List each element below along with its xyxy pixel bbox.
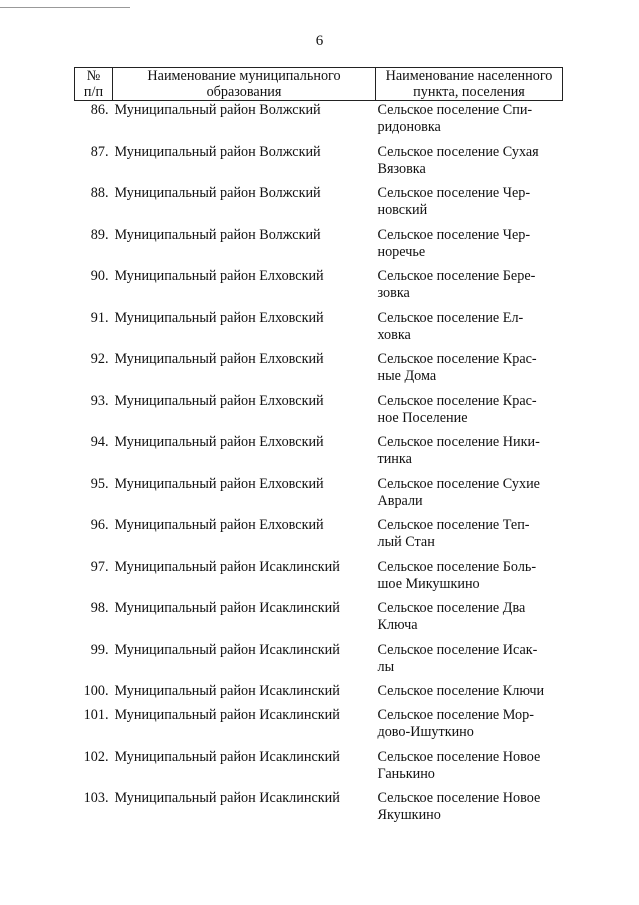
table-row [75,600,563,642]
row-settlement-line: Сельское поселение Спи- [377,102,533,118]
row-municipality: Муниципальный район Исаклинский [114,641,340,658]
table-row [75,683,563,707]
settlements-table [74,67,563,832]
row-settlement [376,600,563,642]
row-settlement [376,144,563,186]
row-settlement-line: Сельское поселение Бере- [377,268,536,284]
row-settlement [376,351,563,393]
row-settlement-line: лы [377,658,395,675]
row-settlement [376,227,563,269]
row-municipality: Муниципальный район Исаклинский [114,748,340,765]
row-number: 91. [90,309,109,326]
row-settlement-line: Сельское поселение Новое [377,790,541,806]
row-settlement-line: ные Дома [377,368,437,384]
row-number: 103. [83,790,109,806]
row-municipality: Муниципальный район Волжский [114,185,321,201]
row-settlement-line: норечье [377,243,426,260]
table-row [75,517,563,559]
table-row [75,310,563,352]
row-number: 101. [83,707,109,723]
header-number [75,68,113,101]
row-number: 90. [90,268,109,284]
row-settlement-line: тинка [377,451,412,467]
row-settlement-line: Сельское поселение Мор- [377,707,534,723]
page-number: 6 [315,33,324,49]
settlements-table-container [74,67,562,832]
row-number: 87. [90,143,109,160]
row-settlement-line: Сельское поселение Ел- [377,309,524,326]
scan-edge-line [0,7,130,8]
table-row [75,227,563,269]
header-number-line: № [86,68,101,84]
row-municipality: Муниципальный район Волжский [114,102,321,118]
row-settlement [376,707,563,749]
table-row [75,101,563,144]
table-row [75,185,563,227]
row-number: 100. [83,683,109,699]
header-municipality-line: Наименование муниципального [147,68,341,84]
row-settlement [376,749,563,791]
header-settlement-line: пункта, поселения [413,84,525,100]
row-municipality: Муниципальный район Волжский [114,226,321,243]
row-settlement-line: Сельское поселение Чер- [377,226,531,243]
row-municipality: Муниципальный район Исаклинский [114,790,340,806]
row-municipality: Муниципальный район Елховский [114,351,324,367]
table-header-row [75,68,563,101]
row-municipality: Муниципальный район Елховский [114,392,324,409]
table-row [75,434,563,476]
row-settlement [376,310,563,352]
table-row [75,268,563,310]
row-number: 98. [90,600,109,616]
row-settlement-line: Сельское поселение Теп- [377,517,530,533]
row-number: 86. [90,102,109,118]
row-municipality: Муниципальный район Елховский [114,475,324,492]
row-settlement-line: Сельское поселение Боль- [377,558,537,575]
row-settlement-line: ридоновка [377,119,441,135]
row-settlement-line: Сельское поселение Крас- [377,392,537,409]
row-municipality: Муниципальный район Исаклинский [114,707,340,723]
row-settlement [376,268,563,310]
row-municipality: Муниципальный район Елховский [114,268,324,284]
row-settlement [376,101,563,144]
row-settlement-line: новский [377,202,428,218]
row-number: 88. [90,185,109,201]
table-row [75,351,563,393]
row-settlement-line: Сельское поселение Чер- [377,185,531,201]
table-row [75,642,563,684]
row-settlement-line: Ключа [377,617,418,633]
row-settlement-line: зовка [377,285,410,301]
row-settlement-line: Якушкино [377,807,441,823]
row-settlement-line: Сельское поселение Исак- [377,641,538,658]
row-settlement-line: ховка [377,326,411,343]
row-municipality: Муниципальный район Елховский [114,517,324,533]
row-settlement [376,642,563,684]
row-settlement-line: лый Стан [377,534,435,550]
row-municipality: Муниципальный район Исаклинский [114,558,340,575]
row-settlement-line: Вязовка [377,160,426,177]
row-municipality: Муниципальный район Елховский [114,434,324,450]
row-number: 96. [90,517,109,533]
row-number: 97. [90,558,109,575]
row-settlement [376,790,563,832]
row-settlement [376,476,563,518]
row-settlement [376,559,563,601]
table-row [75,790,563,832]
row-settlement [376,517,563,559]
row-settlement-line: Сельское поселение Два [377,600,526,616]
row-settlement-line: Сельское поселение Ключи [377,683,545,699]
row-number: 92. [90,351,109,367]
row-settlement [376,185,563,227]
row-settlement-line: Сельское поселение Ники- [377,434,540,450]
header-municipality-line: образования [206,84,282,100]
row-municipality: Муниципальный район Исаклинский [114,600,340,616]
row-settlement-line: Аврали [377,492,423,509]
table-row [75,144,563,186]
row-settlement-line: Сельское поселение Сухая [377,143,539,160]
table-row [75,749,563,791]
row-number: 93. [90,392,109,409]
row-settlement-line: Сельское поселение Крас- [377,351,537,367]
row-settlement-line: Сельское поселение Новое [377,748,541,765]
row-municipality: Муниципальный район Волжский [114,143,321,160]
table-row [75,559,563,601]
row-settlement [376,434,563,476]
header-number-line: п/п [83,84,104,100]
row-settlement-line: Сельское поселение Сухие [377,475,540,492]
header-settlement [376,68,563,101]
row-settlement [376,393,563,435]
table-row [75,476,563,518]
row-number: 94. [90,434,109,450]
header-settlement-line: Наименование населенного [385,68,553,84]
row-settlement-line: дово-Ишуткино [377,724,474,740]
row-settlement-line: шое Микушкино [377,575,480,592]
row-municipality: Муниципальный район Исаклинский [114,683,340,699]
row-number: 95. [90,475,109,492]
row-number: 89. [90,226,109,243]
row-settlement [376,683,563,707]
table-row [75,393,563,435]
table-row [75,707,563,749]
row-number: 102. [83,748,109,765]
row-settlement-line: ное Поселение [377,409,468,426]
row-number: 99. [90,641,109,658]
header-municipality [113,68,376,101]
row-municipality: Муниципальный район Елховский [114,309,324,326]
row-settlement-line: Ганькино [377,765,435,782]
table-body [75,101,563,832]
